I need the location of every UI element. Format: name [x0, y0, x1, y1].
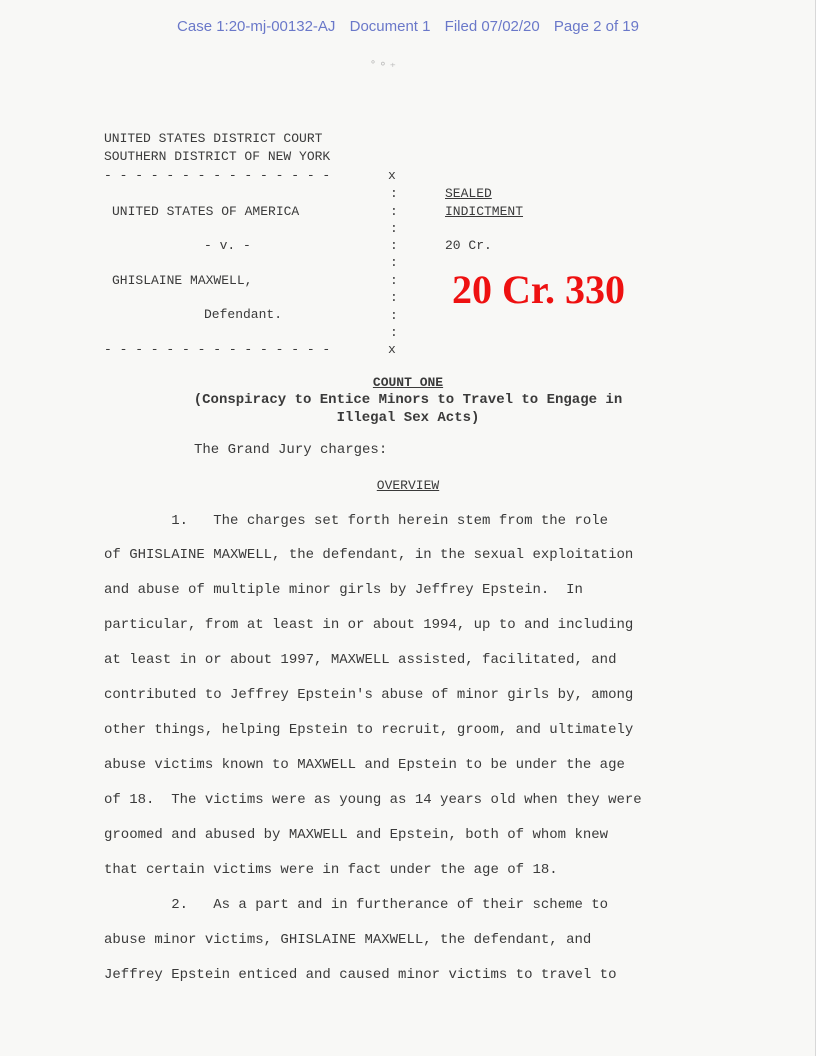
caption-dash-top: - - - - - - - - - - - - - - -	[104, 168, 331, 183]
indictment-label: INDICTMENT	[445, 204, 524, 219]
body-line: groomed and abused by MAXWELL and Epstein, both of whom knew	[104, 827, 609, 843]
caption-dash-bottom: - - - - - - - - - - - - - - -	[104, 342, 331, 357]
caption-colon: :	[390, 308, 398, 323]
case-number: Case 1:20-mj-00132-AJ	[177, 18, 336, 35]
versus-label: - v. -	[204, 238, 251, 253]
court-name-line2: SOUTHERN DISTRICT OF NEW YORK	[104, 149, 331, 164]
sealed-label: SEALED	[445, 186, 492, 201]
body-line: abuse victims known to MAXWELL and Epstein to be under the age	[104, 757, 625, 773]
defendant-name: GHISLAINE MAXWELL,	[112, 273, 253, 288]
body-line: Jeffrey Epstein enticed and caused minor victims to travel to	[104, 967, 617, 983]
filing-header	[0, 18, 816, 35]
caption-colon: :	[390, 290, 398, 305]
count-title: COUNT ONE	[372, 375, 444, 390]
body-line: particular, from at least in or about 1994, up to and including	[104, 617, 634, 633]
body-line: and abuse of multiple minor girls by Jeffrey Epstein. In	[104, 582, 583, 598]
body-line: 2. As a part and in furtherance of their scheme to	[104, 897, 609, 913]
body-line: abuse minor victims, GHISLAINE MAXWELL, the defendant, and	[104, 932, 592, 948]
case-number-stamp: 20 Cr. 330	[452, 267, 625, 312]
court-name-line1: UNITED STATES DISTRICT COURT	[104, 131, 323, 146]
caption-x-bottom: x	[388, 342, 396, 357]
defendant-label: Defendant.	[204, 307, 283, 322]
body-line: other things, helping Epstein to recruit, groom, and ultimately	[104, 722, 634, 738]
filed-date: Filed 07/02/20	[444, 18, 540, 35]
body-line: of GHISLAINE MAXWELL, the defendant, in the sexual exploitation	[104, 547, 634, 563]
caption-colon: :	[390, 238, 398, 253]
caption-colon: :	[390, 255, 398, 270]
count-subtitle-line2: Illegal Sex Acts)	[336, 410, 480, 426]
body-line: that certain victims were in fact under the age of 18.	[104, 862, 558, 878]
caption-colon: :	[390, 186, 398, 201]
body-line: 1. The charges set forth herein stem from the role	[104, 513, 609, 529]
criminal-number-prefix: 20 Cr.	[445, 238, 492, 253]
document-number: Document 1	[349, 18, 431, 35]
plaintiff-name: UNITED STATES OF AMERICA	[112, 204, 300, 219]
body-line: contributed to Jeffrey Epstein's abuse of minor girls by, among	[104, 687, 634, 703]
page-number: Page 2 of 19	[553, 18, 639, 35]
grand-jury-intro: The Grand Jury charges:	[194, 442, 388, 458]
caption-colon: :	[390, 273, 398, 288]
section-title: OVERVIEW	[376, 478, 440, 493]
caption-x-top: x	[388, 168, 396, 183]
scan-mark: ˚ ° ⁺	[370, 60, 396, 74]
body-line: at least in or about 1997, MAXWELL assisted, facilitated, and	[104, 652, 617, 668]
caption-colon: :	[390, 221, 398, 236]
caption-colon: :	[390, 204, 398, 219]
caption-colon: :	[390, 325, 398, 340]
body-line: of 18. The victims were as young as 14 years old when they were	[104, 792, 642, 808]
count-subtitle-line1: (Conspiracy to Entice Minors to Travel to Engage in	[193, 392, 623, 408]
